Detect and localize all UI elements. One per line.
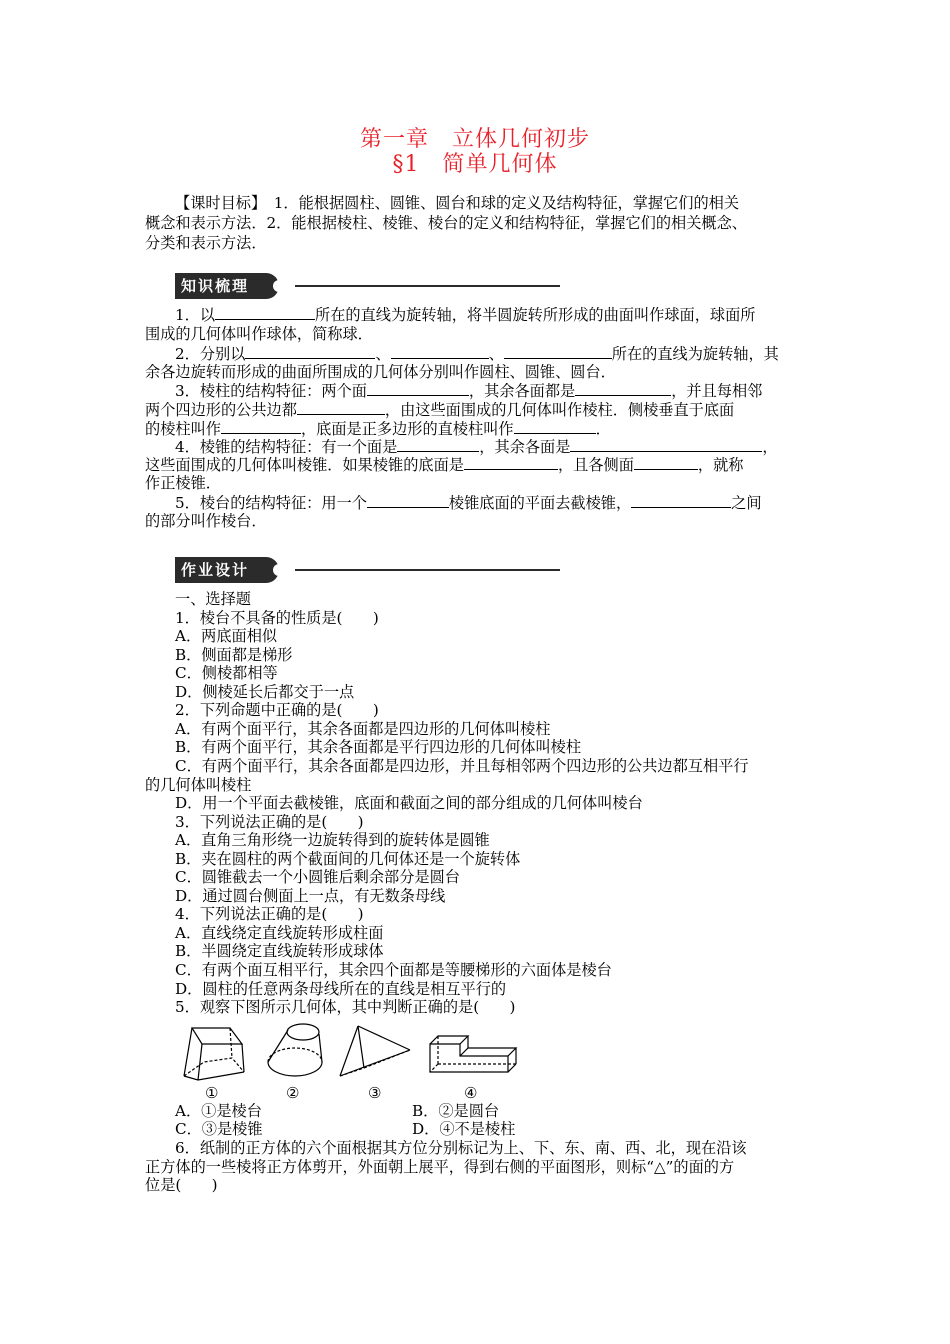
figure-label: ③ [368, 1084, 382, 1102]
homework-line: A．直角三角形绕一边旋转得到的旋转体是圆锥 [175, 831, 490, 849]
homework-line: C．圆锥截去一个小圆锥后剩余部分是圆台 [175, 868, 460, 886]
homework-line: D．通过圆台侧面上一点，有无数条母线 [175, 887, 446, 905]
figure-label: ④ [464, 1084, 478, 1102]
homework-line: B．半圆绕定直线旋转形成球体 [175, 942, 384, 960]
knowledge-q1-line-1: 1．以 所在的直线为旋转轴，将半圆旋转所形成的曲面叫作球面，球面所 [175, 306, 756, 324]
objectives-line-1: 【课时目标】 1．能根据圆柱、圆锥、圆台和球的定义及结构特征，掌握它们的相关 [175, 194, 740, 212]
banner-rule [295, 569, 560, 571]
fill-blank[interactable] [367, 493, 449, 508]
fill-blank[interactable] [215, 305, 315, 320]
option-d: D．④不是棱柱 [412, 1120, 516, 1138]
knowledge-q3-line-2: 两个四边形的公共边都 ，由这些面围成的几何体叫作棱柱．侧棱垂直于底面 [145, 401, 735, 419]
knowledge-q1-line-2: 围成的几何体叫作球体，简称球． [145, 325, 373, 343]
knowledge-q5-line-2: 的部分叫作棱台． [145, 512, 267, 530]
question-6-line-3: 位是( ) [145, 1176, 218, 1194]
homework-line: 2．下列命题中正确的是( ) [175, 701, 379, 719]
option-a: A．①是棱台 [175, 1102, 262, 1120]
prism-figure [426, 1030, 522, 1078]
fill-blank[interactable] [245, 344, 375, 359]
homework-line: A．有两个面平行，其余各面都是四边形的几何体叫棱柱 [175, 720, 551, 738]
frustum-cone-figure [262, 1020, 328, 1082]
objectives-line-2: 概念和表示方法．2．能根据棱柱、棱锥、棱台的定义和结构特征，掌握它们的相关概念、 [145, 214, 747, 232]
fill-blank[interactable] [464, 455, 558, 470]
homework-line: D．圆柱的任意两条母线所在的直线是相互平行的 [175, 980, 507, 998]
pyramid-figure [336, 1020, 416, 1082]
homework-line: D．侧棱延长后都交于一点 [175, 683, 355, 701]
banner-dot-icon [273, 564, 285, 576]
knowledge-q4-line-2: 这些面围成的几何体叫棱锥．如果棱锥的底面是 ，且各侧面 ，就称 [145, 456, 744, 474]
figure-label: ② [286, 1084, 300, 1102]
option-b: B．②是圆台 [412, 1102, 500, 1120]
fill-blank[interactable] [391, 344, 489, 359]
fill-blank[interactable] [504, 344, 612, 359]
objectives-line-3: 分类和表示方法． [145, 234, 267, 252]
banner-dot-icon [273, 280, 285, 292]
question-6-line-2: 正方体的一些棱将正方体剪开，外面朝上展平，得到右侧的平面图形，则标“△”的面的方 [145, 1158, 735, 1176]
knowledge-q3-line-3: 的棱柱叫作 ，底面是正多边形的直棱柱叫作 ． [145, 420, 611, 438]
frustum-pyramid-figure [180, 1022, 250, 1084]
knowledge-q5-line-1: 5．棱台的结构特征：用一个 棱锥底面的平面去截棱锥， 之间 [175, 494, 762, 512]
homework-banner-label: 作业设计 [175, 557, 279, 583]
knowledge-q3-line-1: 3．棱柱的结构特征：两个面 ，其余各面都是 ，并且每相邻 [175, 382, 763, 400]
fill-blank[interactable] [297, 400, 385, 415]
fill-blank[interactable] [514, 419, 596, 434]
banner-rule [295, 285, 560, 287]
homework-line: C．侧棱都相等 [175, 664, 278, 682]
homework-line: B．有两个面平行，其余各面都是平行四边形的几何体叫棱柱 [175, 738, 582, 756]
homework-line: 1．棱台不具备的性质是( ) [175, 609, 379, 627]
homework-line: A．直线绕定直线旋转形成柱面 [175, 924, 384, 942]
homework-line: 3．下列说法正确的是( ) [175, 813, 364, 831]
homework-line: B．夹在圆柱的两个截面间的几何体还是一个旋转体 [175, 850, 521, 868]
figure-label: ① [205, 1084, 219, 1102]
knowledge-q4-line-3: 作正棱锥． [145, 474, 221, 492]
question-6-line-1: 6．纸制的正方体的六个面根据其方位分别标记为上、下、东、南、西、北，现在沿该 [175, 1139, 747, 1157]
section-title: §1 简单几何体 [392, 152, 558, 177]
chapter-title: 第一章 立体几何初步 [359, 127, 590, 152]
fill-blank[interactable] [634, 455, 698, 470]
homework-line: 4．下列说法正确的是( ) [175, 905, 364, 923]
homework-line: C．有两个面平行，其余各面都是四边形，并且每相邻两个四边形的公共边都互相平行 [175, 757, 749, 775]
fill-blank[interactable] [631, 493, 731, 508]
section-heading: 一、选择题 [175, 590, 251, 608]
homework-line: C．有两个面互相平行，其余四个面都是等腰梯形的六面体是棱台 [175, 961, 612, 979]
fill-blank[interactable] [570, 437, 762, 452]
homework-line: 的几何体叫棱柱 [145, 776, 252, 794]
fill-blank[interactable] [397, 437, 479, 452]
knowledge-q4-line-1: 4．棱锥的结构特征：有一个面是 ，其余各面是 ， [175, 438, 778, 456]
fill-blank[interactable] [221, 419, 301, 434]
fill-blank[interactable] [367, 381, 469, 396]
knowledge-banner-label: 知识梳理 [175, 273, 279, 299]
knowledge-q2-line-1: 2．分别以 、 、 所在的直线为旋转轴，其 [175, 345, 779, 363]
homework-line: A．两底面相似 [175, 627, 278, 645]
fill-blank[interactable] [575, 381, 671, 396]
option-c: C．③是棱锥 [175, 1120, 263, 1138]
homework-line: 5．观察下图所示几何体，其中判断正确的是( ) [175, 998, 516, 1016]
homework-line: D．用一个平面去截棱锥，底面和截面之间的部分组成的几何体叫棱台 [175, 794, 643, 812]
homework-line: B．侧面都是梯形 [175, 646, 293, 664]
knowledge-q2-line-2: 余各边旋转而形成的曲面所围成的几何体分别叫作圆柱、圆锥、圆台． [145, 363, 616, 381]
